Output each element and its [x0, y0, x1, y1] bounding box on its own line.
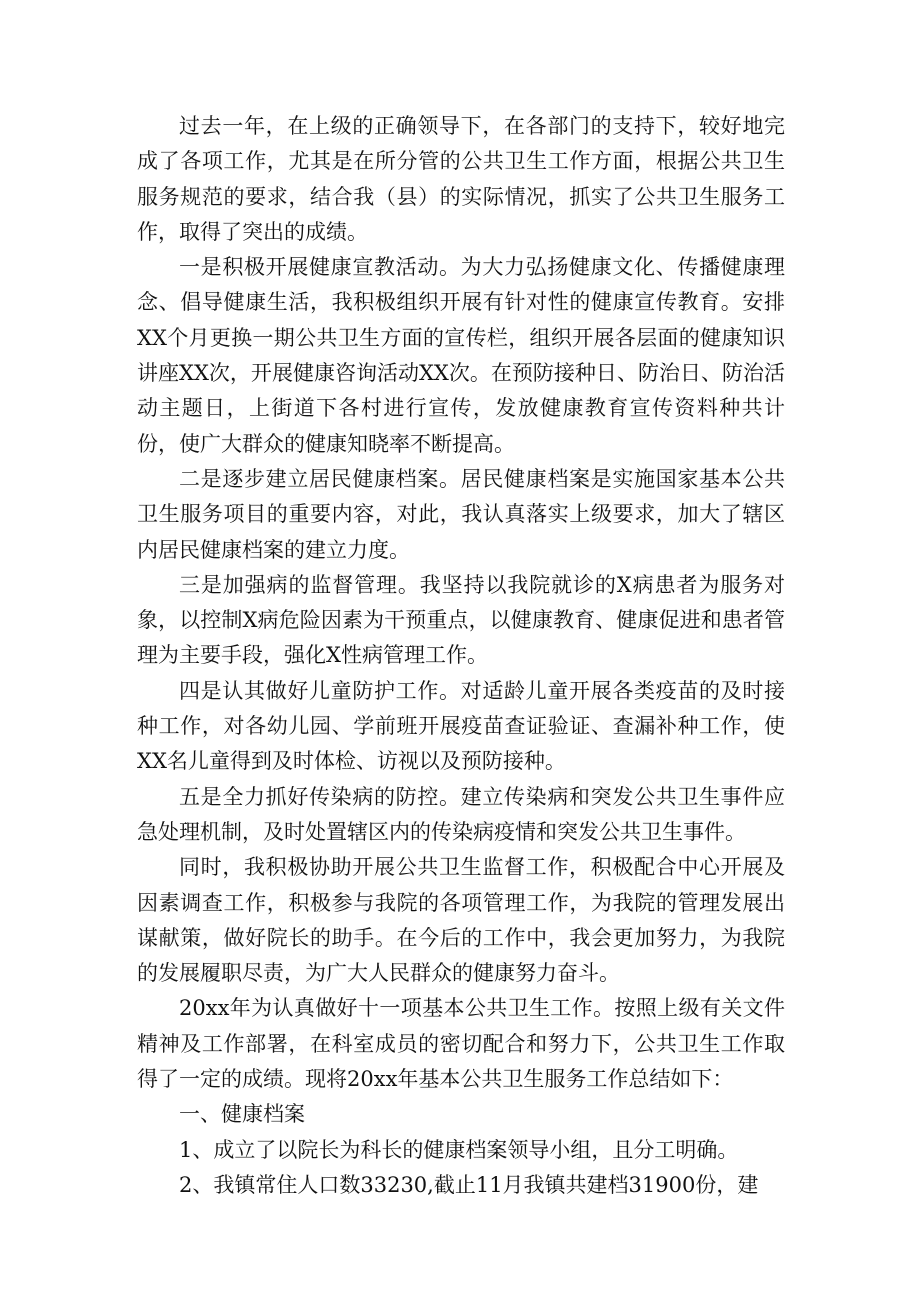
paragraph-infectious-disease: 五是全力抓好传染病的防控。建立传染病和突发公共卫生事件应急处理机制，及时处置辖区内的传染病疫情和突发公共卫生事件。: [137, 784, 785, 844]
section-heading-health-records: 一、健康档案: [179, 1102, 305, 1127]
list-item-2: 2、我镇常住人口数33230,截止11月我镇共建档31900份，建: [179, 1172, 759, 1197]
document-body: [137, 109, 785, 1203]
list-item-1: 1、成立了以院长为科长的健康档案领导小组，且分工明确。: [179, 1137, 739, 1162]
paragraph-disease-supervision: 三是加强病的监督管理。我坚持以我院就诊的X病患者为服务对象，以控制X病危险因素为干预重点，以健康教育、健康促进和患者管理为主要手段，强化X性病管理工作。: [137, 572, 785, 668]
paragraph-intro: 过去一年，在上级的正确领导下，在各部门的支持下，较好地完成了各项工作，尤其是在所分管的公共卫生工作方面，根据公共卫生服务规范的要求，结合我（县）的实际情况，抓实了公共卫生服务工作，取得了突出的成绩。: [137, 114, 785, 244]
paragraph-health-records: 二是逐步建立居民健康档案。居民健康档案是实施国家基本公共卫生服务项目的重要内容，对此，我认真落实上级要求，加大了辖区内居民健康档案的建立力度。: [137, 466, 785, 562]
paragraph-child-protection: 四是认其做好儿童防护工作。对适龄儿童开展各类疫苗的及时接种工作，对各幼儿园、学前班开展疫苗查证验证、查漏补种工作，使XX名儿童得到及时体检、访视以及预防接种。: [137, 678, 785, 774]
paragraph-meanwhile: 同时，我积极协助开展公共卫生监督工作，积极配合中心开展及因素调查工作，积极参与我院的各项管理工作，为我院的管理发展出谋献策，做好院长的助手。在今后的工作中，我会更加努力，为我院的发展履职尽责，为广大人民群众的健康努力奋斗。: [137, 855, 785, 986]
paragraph-annual-summary: 20xx年为认真做好十一项基本公共卫生工作。按照上级有关文件精神及工作部署，在科室成员的密切配合和努力下，公共卫生工作取得了一定的成绩。现将20xx年基本公共卫生服务工作总结如下：: [137, 996, 785, 1092]
paragraph-health-education: 一是积极开展健康宣教活动。为大力弘扬健康文化、传播健康理念、倡导健康生活，我积极组织开展有针对性的健康宣传教育。安排XX个月更换一期公共卫生方面的宣传栏，组织开展各层面的健康知识讲座XX次，开展健康咨询活动XX次。在预防接种日、防治日、防治活动主题日，上街道下各村进行宣传，发放健康教育宣传资料种共计份，使广大群众的健康知晓率不断提高。: [137, 255, 785, 456]
